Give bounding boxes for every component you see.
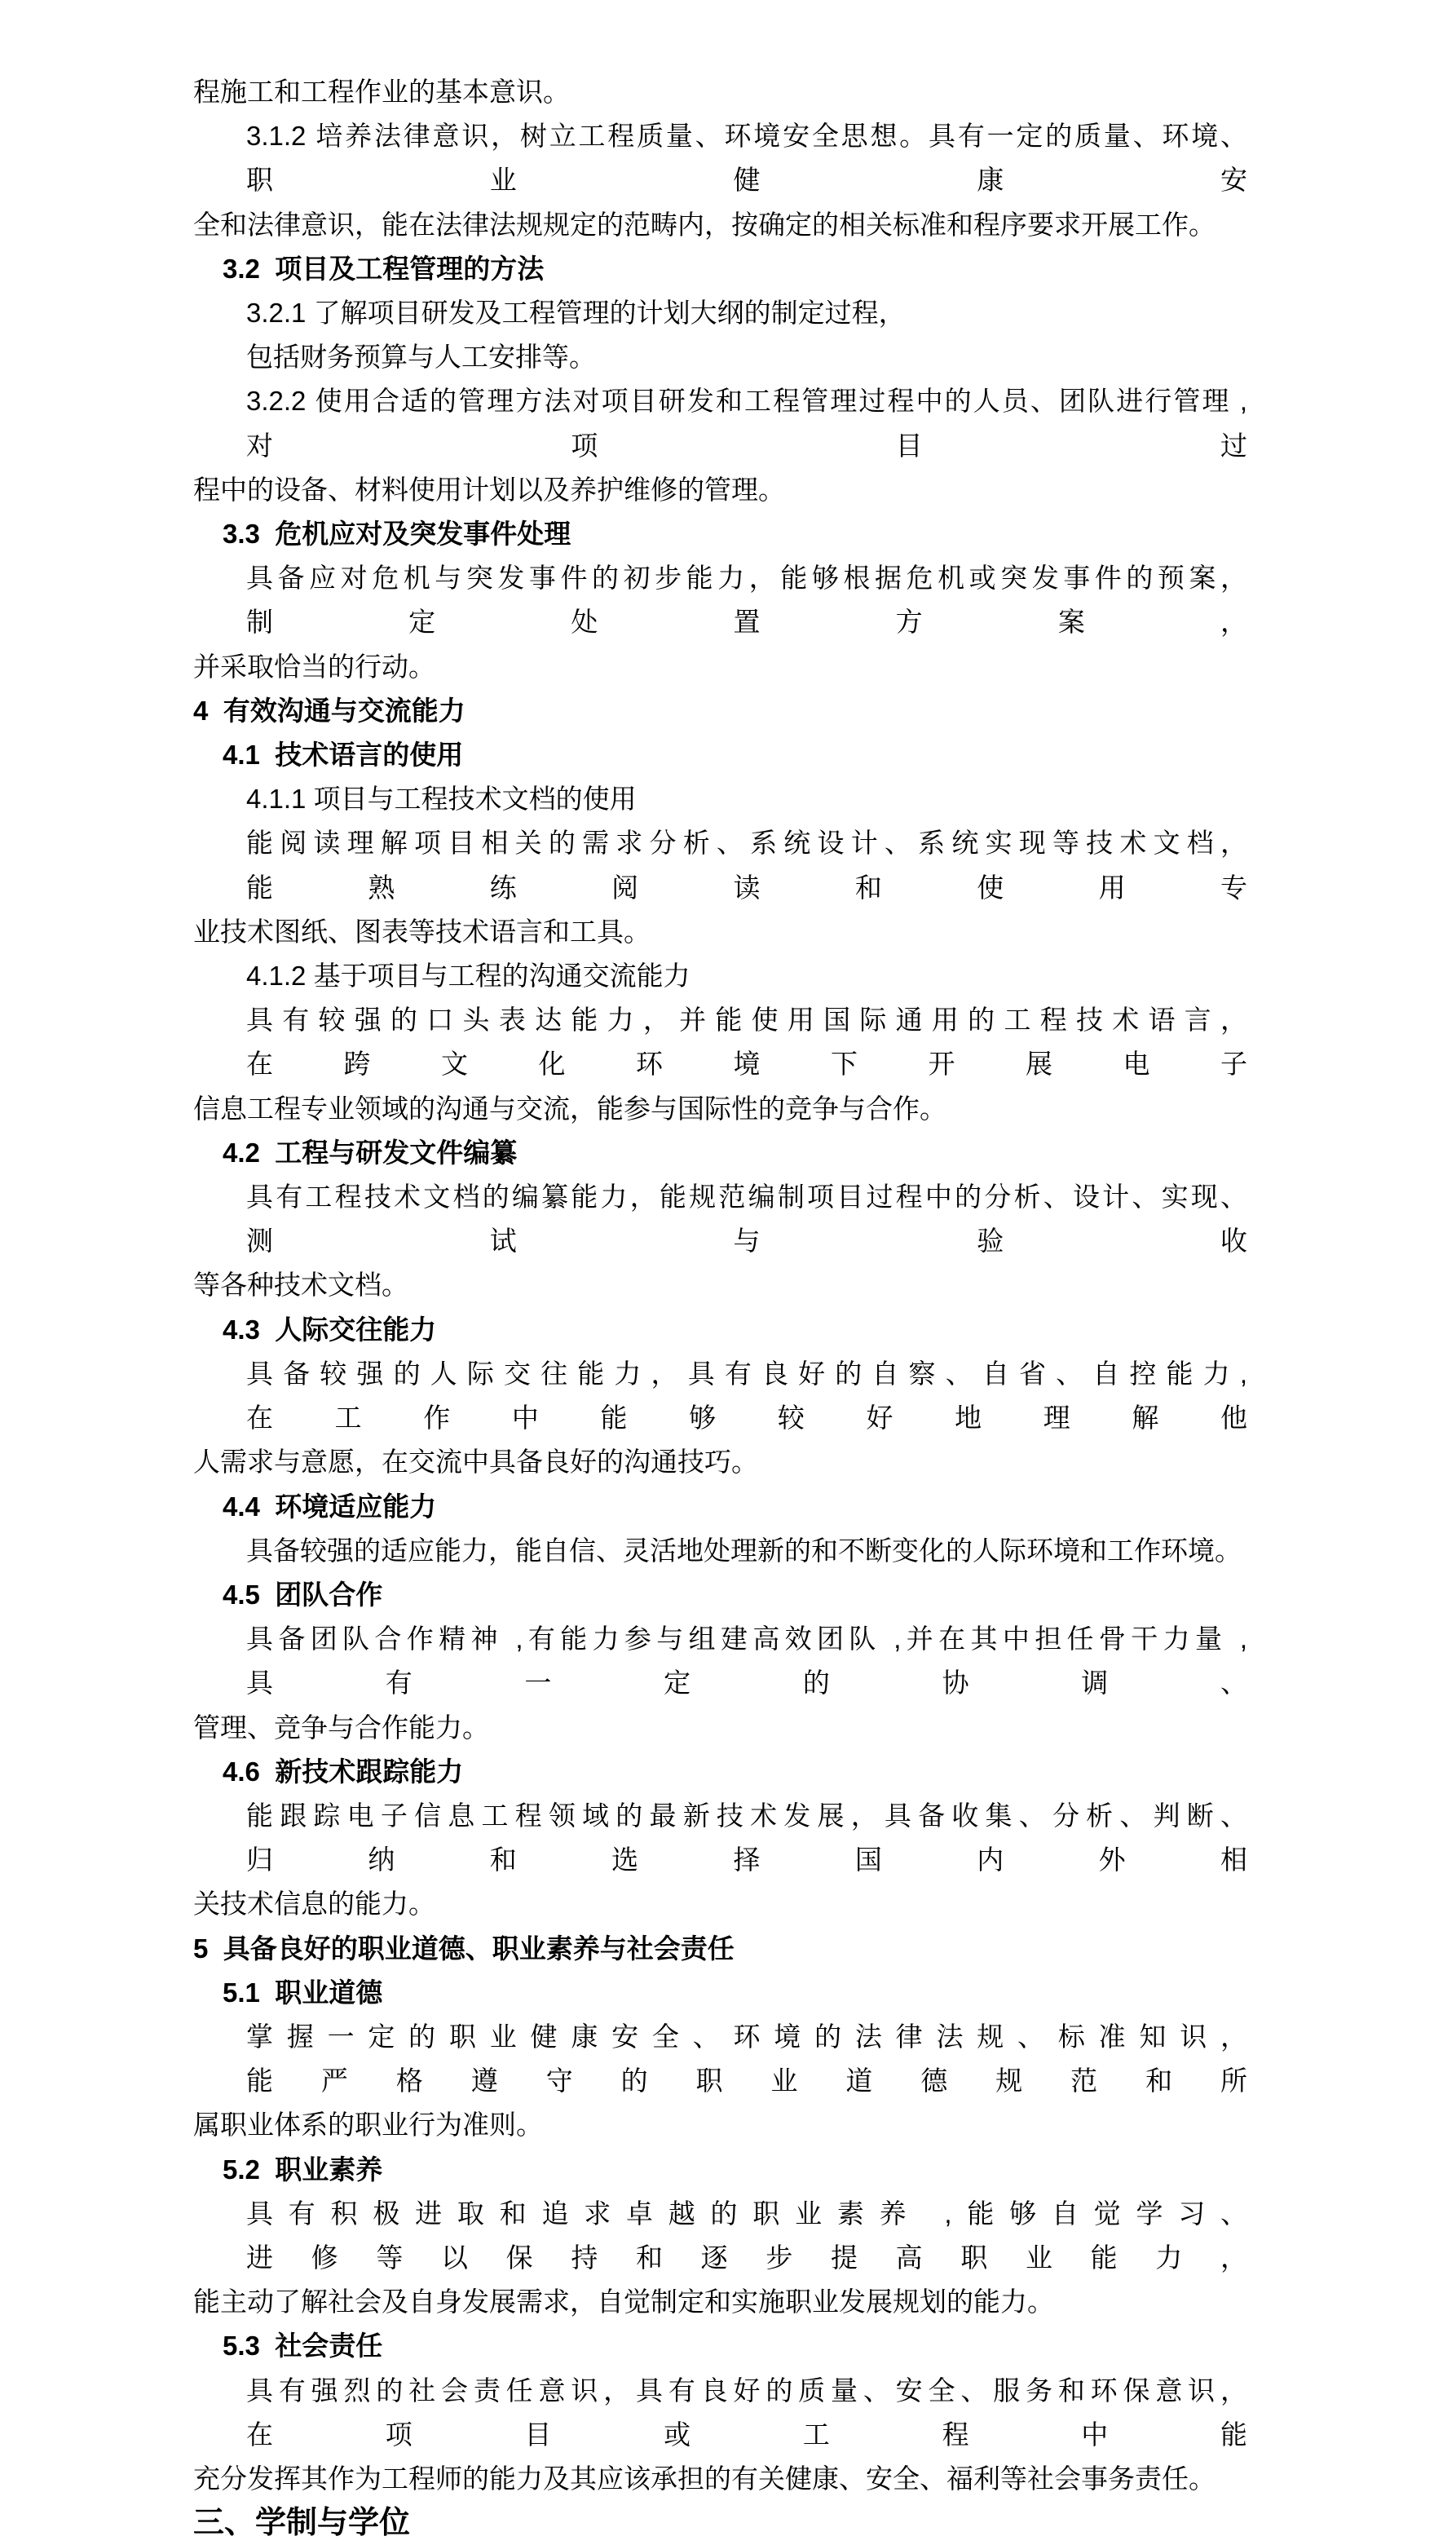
subsection-heading: 4.2 工程与研发文件编纂 [223,1137,518,1168]
paragraph-line: 业技术图纸、图表等技术语言和工具。 [193,916,651,947]
paragraph-first-line: 具有工程技术文档的编纂能力，能规范编制项目过程中的分析、设计、实现、测试与验收 [246,1182,1247,1257]
paragraph-first-line: 具有较强的口头表达能力，并能使用国际通用的工程技术语言，在跨文化环境下开展电子 [246,1005,1247,1080]
chapter-heading: 三、学制与学位 [193,2506,411,2541]
paragraph-first-line: 具备应对危机与突发事件的初步能力，能够根据危机或突发事件的预案，制定处置方案， [246,563,1247,638]
section-heading: 5 具备良好的职业道德、职业素养与社会责任 [193,1933,735,1964]
paragraph-line: 全和法律意识，能在法律法规规定的范畴内，按确定的相关标准和程序要求开展工作。 [193,209,1216,240]
paragraph-first-line: 具备较强的适应能力，能自信、灵活地处理新的和不断变化的人际环境和工作环境。 [246,1535,1242,1566]
paragraph-line: 程施工和工程作业的基本意识。 [193,77,570,107]
paragraph-first-line: 具有强烈的社会责任意识，具有良好的质量、安全、服务和环保意识，在项目或工程中能 [246,2375,1247,2450]
paragraph-line: 能主动了解社会及自身发展需求，自觉制定和实施职业发展规划的能力。 [193,2287,1054,2317]
subsection-heading: 4.6 新技术跟踪能力 [223,1756,464,1787]
subsection-heading: 4.5 团队合作 [223,1579,383,1610]
paragraph-line: 信息工程专业领域的沟通与交流，能参与国际性的竞争与合作。 [193,1093,946,1124]
paragraph-line: 关技术信息的能力。 [193,1889,435,1920]
subsection-heading: 3.2 项目及工程管理的方法 [223,253,545,284]
section-heading: 4 有效沟通与交流能力 [193,695,465,726]
paragraph-first-line: 能阅读理解项目相关的需求分析、系统设计、系统实现等技术文档，能熟练阅读和使用专 [246,828,1247,903]
subsection-heading: 3.3 危机应对及突发事件处理 [223,519,571,550]
paragraph-line: 程中的设备、材料使用计划以及养护维修的管理。 [193,474,785,505]
subsection-heading: 5.1 职业道德 [223,1977,383,2008]
subsection-heading: 4.4 环境适应能力 [223,1491,437,1522]
paragraph-first-line: 具备团队合作精神 ,有能力参与组建高效团队 ,并在其中担任骨干力量 ,具有一定的协调、 [246,1624,1247,1699]
paragraph-line: 充分发挥其作为工程师的能力及其应该承担的有关健康、安全、福利等社会事务责任。 [193,2463,1216,2494]
paragraph-line: 并采取恰当的行动。 [193,651,435,682]
paragraph-first-line: 4.1.2 基于项目与工程的沟通交流能力 [246,961,690,992]
paragraph-first-line: 掌握一定的职业健康安全、环境的法律法规、标准知识，能严格遵守的职业道德规范和所 [246,2021,1247,2097]
paragraph-first-line: 4.1.1 项目与工程技术文档的使用 [246,784,637,815]
paragraph-line: 管理、竞争与合作能力。 [193,1712,489,1743]
paragraph-first-line: 3.2.2 使用合适的管理方法对项目研发和工程管理过程中的人员、团队进行管理 ,对项目过 [246,386,1247,461]
paragraph-line: 属职业体系的职业行为准则。 [193,2110,543,2141]
paragraph-first-line: 3.1.2 培养法律意识，树立工程质量、环境安全思想。具有一定的质量、环境、职业健康安 [246,121,1247,196]
paragraph-first-line: 具有积极进取和追求卓越的职业素养 ,能够自觉学习、进修等以保持和逐步提高职业能力， [246,2198,1247,2273]
subsection-heading: 5.2 职业素养 [223,2154,383,2185]
paragraph-line: 等各种技术文档。 [193,1270,408,1301]
paragraph-first-line: 3.2.1 了解项目研发及工程管理的计划大纲的制定过程，包括财务预算与人工安排等。 [246,298,906,373]
paragraph-first-line: 具备较强的人际交往能力，具有良好的自察、自省、自控能力,在工作中能够较好地理解他 [246,1358,1247,1434]
paragraph-first-line: 能跟踪电子信息工程领域的最新技术发展，具备收集、分析、判断、归纳和选择国内外相 [246,1800,1247,1876]
subsection-heading: 4.1 技术语言的使用 [223,740,464,771]
paragraph-line: 人需求与意愿，在交流中具备良好的沟通技巧。 [193,1447,758,1478]
subsection-heading: 4.3 人际交往能力 [223,1314,437,1345]
subsection-heading: 5.3 社会责任 [223,2331,383,2362]
